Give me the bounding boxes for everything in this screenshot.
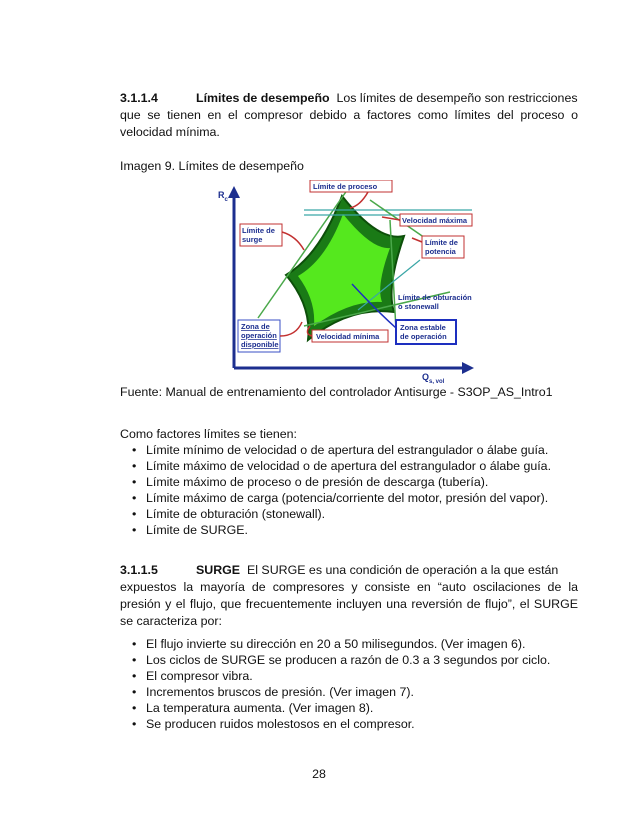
section-3-1-1-5-line4: se caracteriza por: — [120, 614, 222, 628]
section-3-1-1-5-line2: expuestos la mayoría de compresores y consiste en “auto oscilaciones de la — [120, 580, 578, 594]
label-stonewall-1: Límite de obturación — [398, 293, 472, 302]
section-text: El SURGE es una condición de operación a la que están — [246, 563, 559, 577]
section-3-1-1-4-line3: velocidad mínima. — [120, 125, 220, 139]
list-item: • El flujo invierte su dirección en 20 a 50 milisegundos. (Ver imagen 6). — [146, 636, 606, 652]
label-available-zone-1: Zona de — [241, 322, 270, 331]
x-axis-arrow — [462, 362, 474, 374]
section-heading: Límites de desempeño — [196, 91, 330, 105]
figure-caption: Imagen 9. Límites de desempeño — [120, 159, 304, 173]
label-max-speed: Velocidad máxima — [402, 216, 468, 225]
label-stable-zone-2: de operación — [400, 332, 447, 341]
label-stable-zone-1: Zona estable — [400, 323, 446, 332]
list-item: • Límite de obturación (stonewall). — [146, 506, 606, 522]
label-surge-limit-2: surge — [242, 235, 263, 244]
section-3-1-1-4-line2: que se tienen en el compresor debido a factores como límites del proceso o — [120, 108, 578, 122]
y-axis-label: $R_c$ — [218, 190, 228, 203]
list-item: • El compresor vibra. — [146, 668, 606, 684]
arrow-available-zone — [280, 322, 302, 336]
list-item: • Incrementos bruscos de presión. (Ver imagen 7). — [146, 684, 606, 700]
section-number: 3.1.1.4 — [120, 91, 158, 105]
limits-list — [120, 442, 606, 538]
list-item: • Límite máximo de proceso o de presión de descarga (tubería). — [146, 474, 606, 490]
list-item: • La temperatura aumenta. (Ver imagen 8). — [146, 700, 606, 716]
label-available-zone-3: disponible — [241, 340, 279, 349]
section-3-1-1-4-line1 — [120, 90, 578, 107]
surge-list — [120, 636, 606, 732]
figure-source: Fuente: Manual de entrenamiento del controlador Antisurge - S3OP_AS_Intro1 — [120, 385, 553, 399]
arrow-process-limit — [350, 192, 368, 208]
section-3-1-1-5-line1 — [120, 562, 578, 579]
performance-limits-diagram — [200, 180, 482, 384]
list-item: • Límite de SURGE. — [146, 522, 606, 538]
label-process-limit: Límite de proceso — [313, 182, 378, 191]
label-min-speed: Velocidad mínima — [316, 332, 380, 341]
label-power-limit-1: Límite de — [425, 238, 458, 247]
limits-intro: Como factores límites se tienen: — [120, 427, 297, 441]
section-3-1-1-5-line3: presión y el flujo, que frecuentemente incluyen una reversión de flujo”, el SURGE — [120, 597, 578, 611]
label-surge-limit-1: Límite de — [242, 226, 275, 235]
list-item: • Los ciclos de SURGE se producen a razón de 0.3 a 3 segundos por ciclo. — [146, 652, 606, 668]
section-number: 3.1.1.5 — [120, 563, 158, 577]
arrow-power-limit — [412, 238, 422, 242]
label-stonewall-2: o stonewall — [398, 302, 439, 311]
section-heading: SURGE — [196, 563, 241, 577]
list-item: • Límite máximo de carga (potencia/corriente del motor, presión del vapor). — [146, 490, 606, 506]
arrow-surge-limit — [282, 232, 304, 250]
section-text: Los límites de desempeño son restricciones — [336, 91, 578, 105]
label-power-limit-2: potencia — [425, 247, 456, 256]
list-item: • Límite mínimo de velocidad o de apertura del estrangulador o álabe guía. — [146, 442, 606, 458]
list-item: • Se producen ruidos molestosos en el compresor. — [146, 716, 606, 732]
label-available-zone-2: operación — [241, 331, 277, 340]
page-number: 28 — [312, 767, 326, 781]
x-axis-label: $Q_{s, vol}$ — [422, 372, 445, 384]
list-item: • Límite máximo de velocidad o de apertura del estrangulador o álabe guía. — [146, 458, 606, 474]
y-axis-arrow — [228, 186, 240, 198]
